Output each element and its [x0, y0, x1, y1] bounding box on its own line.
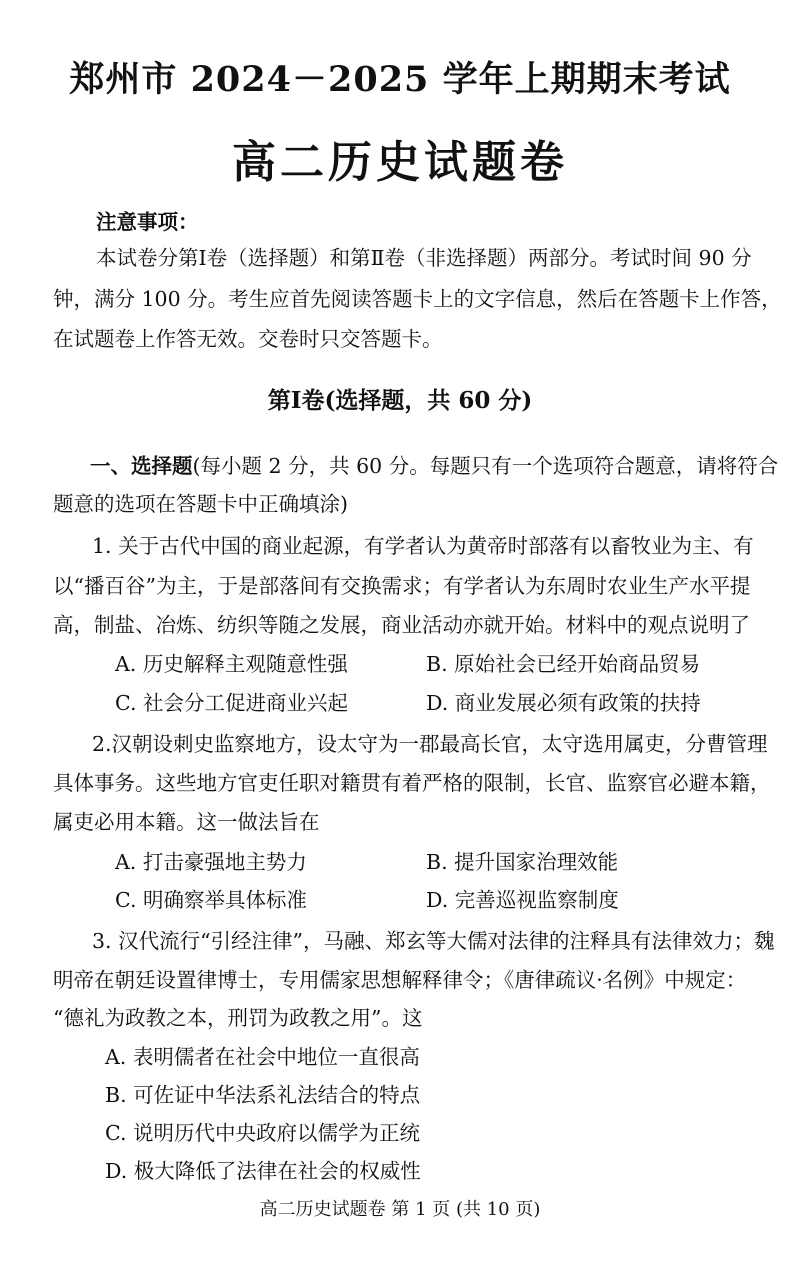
q3-option-b[interactable]: B. 可佐证中华法系礼法结合的特点 [105, 1083, 421, 1107]
q2-option-c[interactable]: C. 明确察举具体标准 [115, 888, 307, 912]
q1-option-b[interactable]: B. 原始社会已经开始商品贸易 [426, 652, 701, 676]
q2-stem-line-1: 2.汉朝设刺史监察地方，设太守为一郡最高长官，太守选用属吏，分曹管理 [92, 732, 768, 756]
q2-stem-line-3: 属吏必用本籍。这一做法旨在 [53, 810, 320, 834]
notice-line-3: 在试题卷上作答无效。交卷时只交答题卡。 [53, 327, 443, 351]
q3-stem-line-3: “德礼为政教之本，刑罚为政教之用”。这 [53, 1006, 423, 1030]
part-intro-line-2: 题意的选项在答题卡中正确填涂) [53, 492, 348, 516]
q3-option-a[interactable]: A. 表明儒者在社会中地位一直很高 [105, 1045, 420, 1069]
q1-stem-line-1: 1. 关于古代中国的商业起源，有学者认为黄帝时部落有以畜牧业为主、有 [92, 534, 754, 558]
q2-option-a[interactable]: A. 打击豪强地主势力 [115, 850, 307, 874]
part-intro-rest: (每小题 2 分，共 60 分。每题只有一个选项符合题意，请将符合 [192, 454, 779, 478]
q1-stem-line-3: 高，制盐、冶炼、纺织等随之发展，商业活动亦就开始。材料中的观点说明了 [53, 613, 750, 637]
paper-title: 高二历史试题卷 [232, 137, 568, 188]
notice-line-2: 钟，满分 100 分。考生应首先阅读答题卡上的文字信息，然后在答题卡上作答， [53, 287, 782, 311]
q3-option-c[interactable]: C. 说明历代中央政府以儒学为正统 [105, 1121, 420, 1145]
q1-option-a[interactable]: A. 历史解释主观随意性强 [115, 652, 348, 676]
q1-option-d[interactable]: D. 商业发展必须有政策的扶持 [426, 691, 701, 715]
page-footer: 高二历史试题卷 第 1 页 (共 10 页) [259, 1199, 541, 1220]
part-intro-line-1 [90, 452, 778, 480]
q2-option-b[interactable]: B. 提升国家治理效能 [426, 850, 619, 874]
notice-line-1: 本试卷分第Ⅰ卷（选择题）和第Ⅱ卷（非选择题）两部分。考试时间 90 分 [96, 246, 752, 270]
q2-stem-line-2: 具体事务。这些地方官吏任职对籍贯有着严格的限制，长官、监察官必避本籍， [53, 771, 771, 795]
q1-option-c[interactable]: C. 社会分工促进商业兴起 [115, 691, 348, 715]
q3-stem-line-2: 明帝在朝廷设置律博士，专用儒家思想解释律令；《唐律疏议·名例》中规定： [53, 968, 747, 992]
q2-option-d[interactable]: D. 完善巡视监察制度 [426, 888, 619, 912]
exam-title: 郑州市 2024－2025 学年上期期末考试 [69, 59, 731, 100]
q1-stem-line-2: 以“播百谷”为主，于是部落间有交换需求；有学者认为东周时农业生产水平提 [53, 574, 751, 598]
q3-option-d[interactable]: D. 极大降低了法律在社会的权威性 [105, 1159, 421, 1183]
part-label: 一、选择题 [90, 454, 193, 478]
notice-heading: 注意事项： [96, 210, 199, 234]
section-title: 第Ⅰ卷(选择题，共 60 分) [267, 387, 533, 414]
q3-stem-line-1: 3. 汉代流行“引经注律”，马融、郑玄等大儒对法律的注释具有法律效力；魏 [92, 929, 775, 953]
